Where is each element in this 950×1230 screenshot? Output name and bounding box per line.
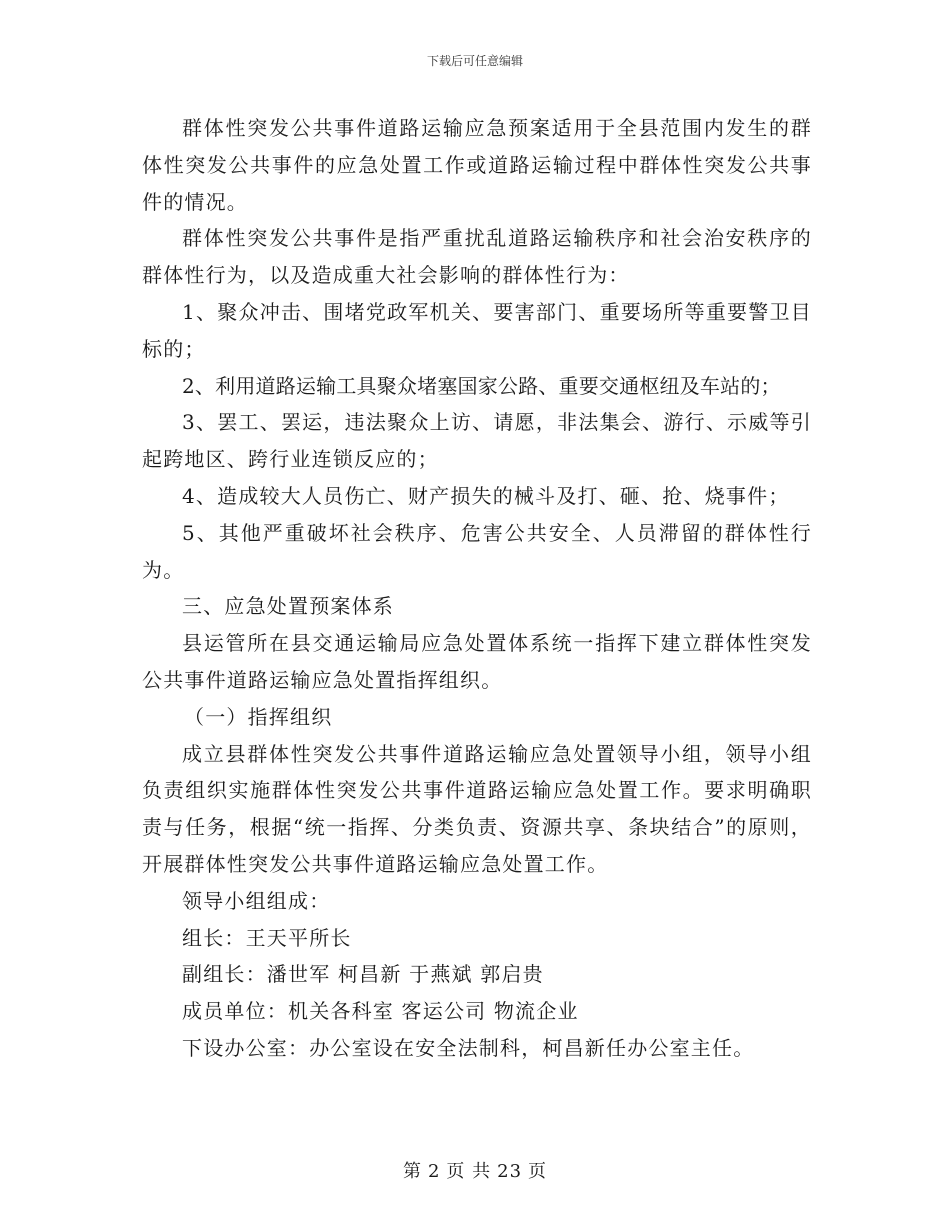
leadership-composition-label: 领导小组组成： <box>182 888 331 913</box>
footer-prefix: 第 <box>402 1161 422 1182</box>
subsection-heading-1: （一）指挥组织 <box>184 704 333 729</box>
deputy-leader-line: 副组长：潘世军 柯昌新 于燕斌 郭启贵 <box>182 962 544 987</box>
office-line: 下设办公室：办公室设在安全法制科，柯昌新任办公室主任。 <box>182 1035 755 1060</box>
list-item-5: 5、其他严重破坏社会秩序、危害公共安全、人员滞留的群体性行为。 <box>142 520 812 582</box>
page-footer <box>0 1157 950 1183</box>
list-item-3: 3、罢工、罢运，违法聚众上访、请愿，非法集会、游行、示威等引起跨地区、跨行业连锁反应的； <box>142 410 812 472</box>
member-units-line: 成员单位：机关各科室 客运公司 物流企业 <box>182 999 579 1024</box>
footer-total-pages: 23 <box>497 1161 523 1182</box>
paragraph-definition: 群体性突发公共事件是指严重扰乱道路运输秩序和社会治安秩序的群体性行为，以及造成重大社会影响的群体性行为： <box>142 226 812 288</box>
paragraph-scope: 群体性突发公共事件道路运输应急预案适用于全县范围内发生的群体性突发公共事件的应急处置工作或道路运输过程中群体性突发公共事件的情况。 <box>142 116 812 214</box>
footer-suffix: 页 <box>528 1161 548 1182</box>
list-item-4: 4、造成较大人员伤亡、财产损失的械斗及打、砸、抢、烧事件； <box>182 483 790 508</box>
list-item-1: 1、聚众冲击、围堵党政军机关、要害部门、重要场所等重要警卫目标的； <box>142 299 812 361</box>
footer-middle: 页 共 <box>446 1161 492 1182</box>
paragraph-leadership: 成立县群体性突发公共事件道路运输应急处置领导小组，领导小组负责组织实施群体性突发公共事件道路运输应急处置工作。要求明确职责与任务，根据“统一指挥、分类负责、资源共享、条块结合”的原则，开展群体性突发公共事件道路运输应急处置工作。 <box>142 741 812 876</box>
document-body <box>142 110 812 1067</box>
page-header-note: 下载后可任意编辑 <box>426 54 523 68</box>
section-heading-3: 三、应急处置预案体系 <box>182 594 394 619</box>
leader-line: 组长：王天平所长 <box>182 925 352 950</box>
footer-page-number: 2 <box>427 1161 441 1182</box>
paragraph-system: 县运管所在县交通运输局应急处置体系统一指挥下建立群体性突发公共事件道路运输应急处置指挥组织。 <box>142 631 812 692</box>
list-item-2: 2、利用道路运输工具聚众堵塞国家公路、重要交通枢纽及车站的； <box>182 373 781 398</box>
